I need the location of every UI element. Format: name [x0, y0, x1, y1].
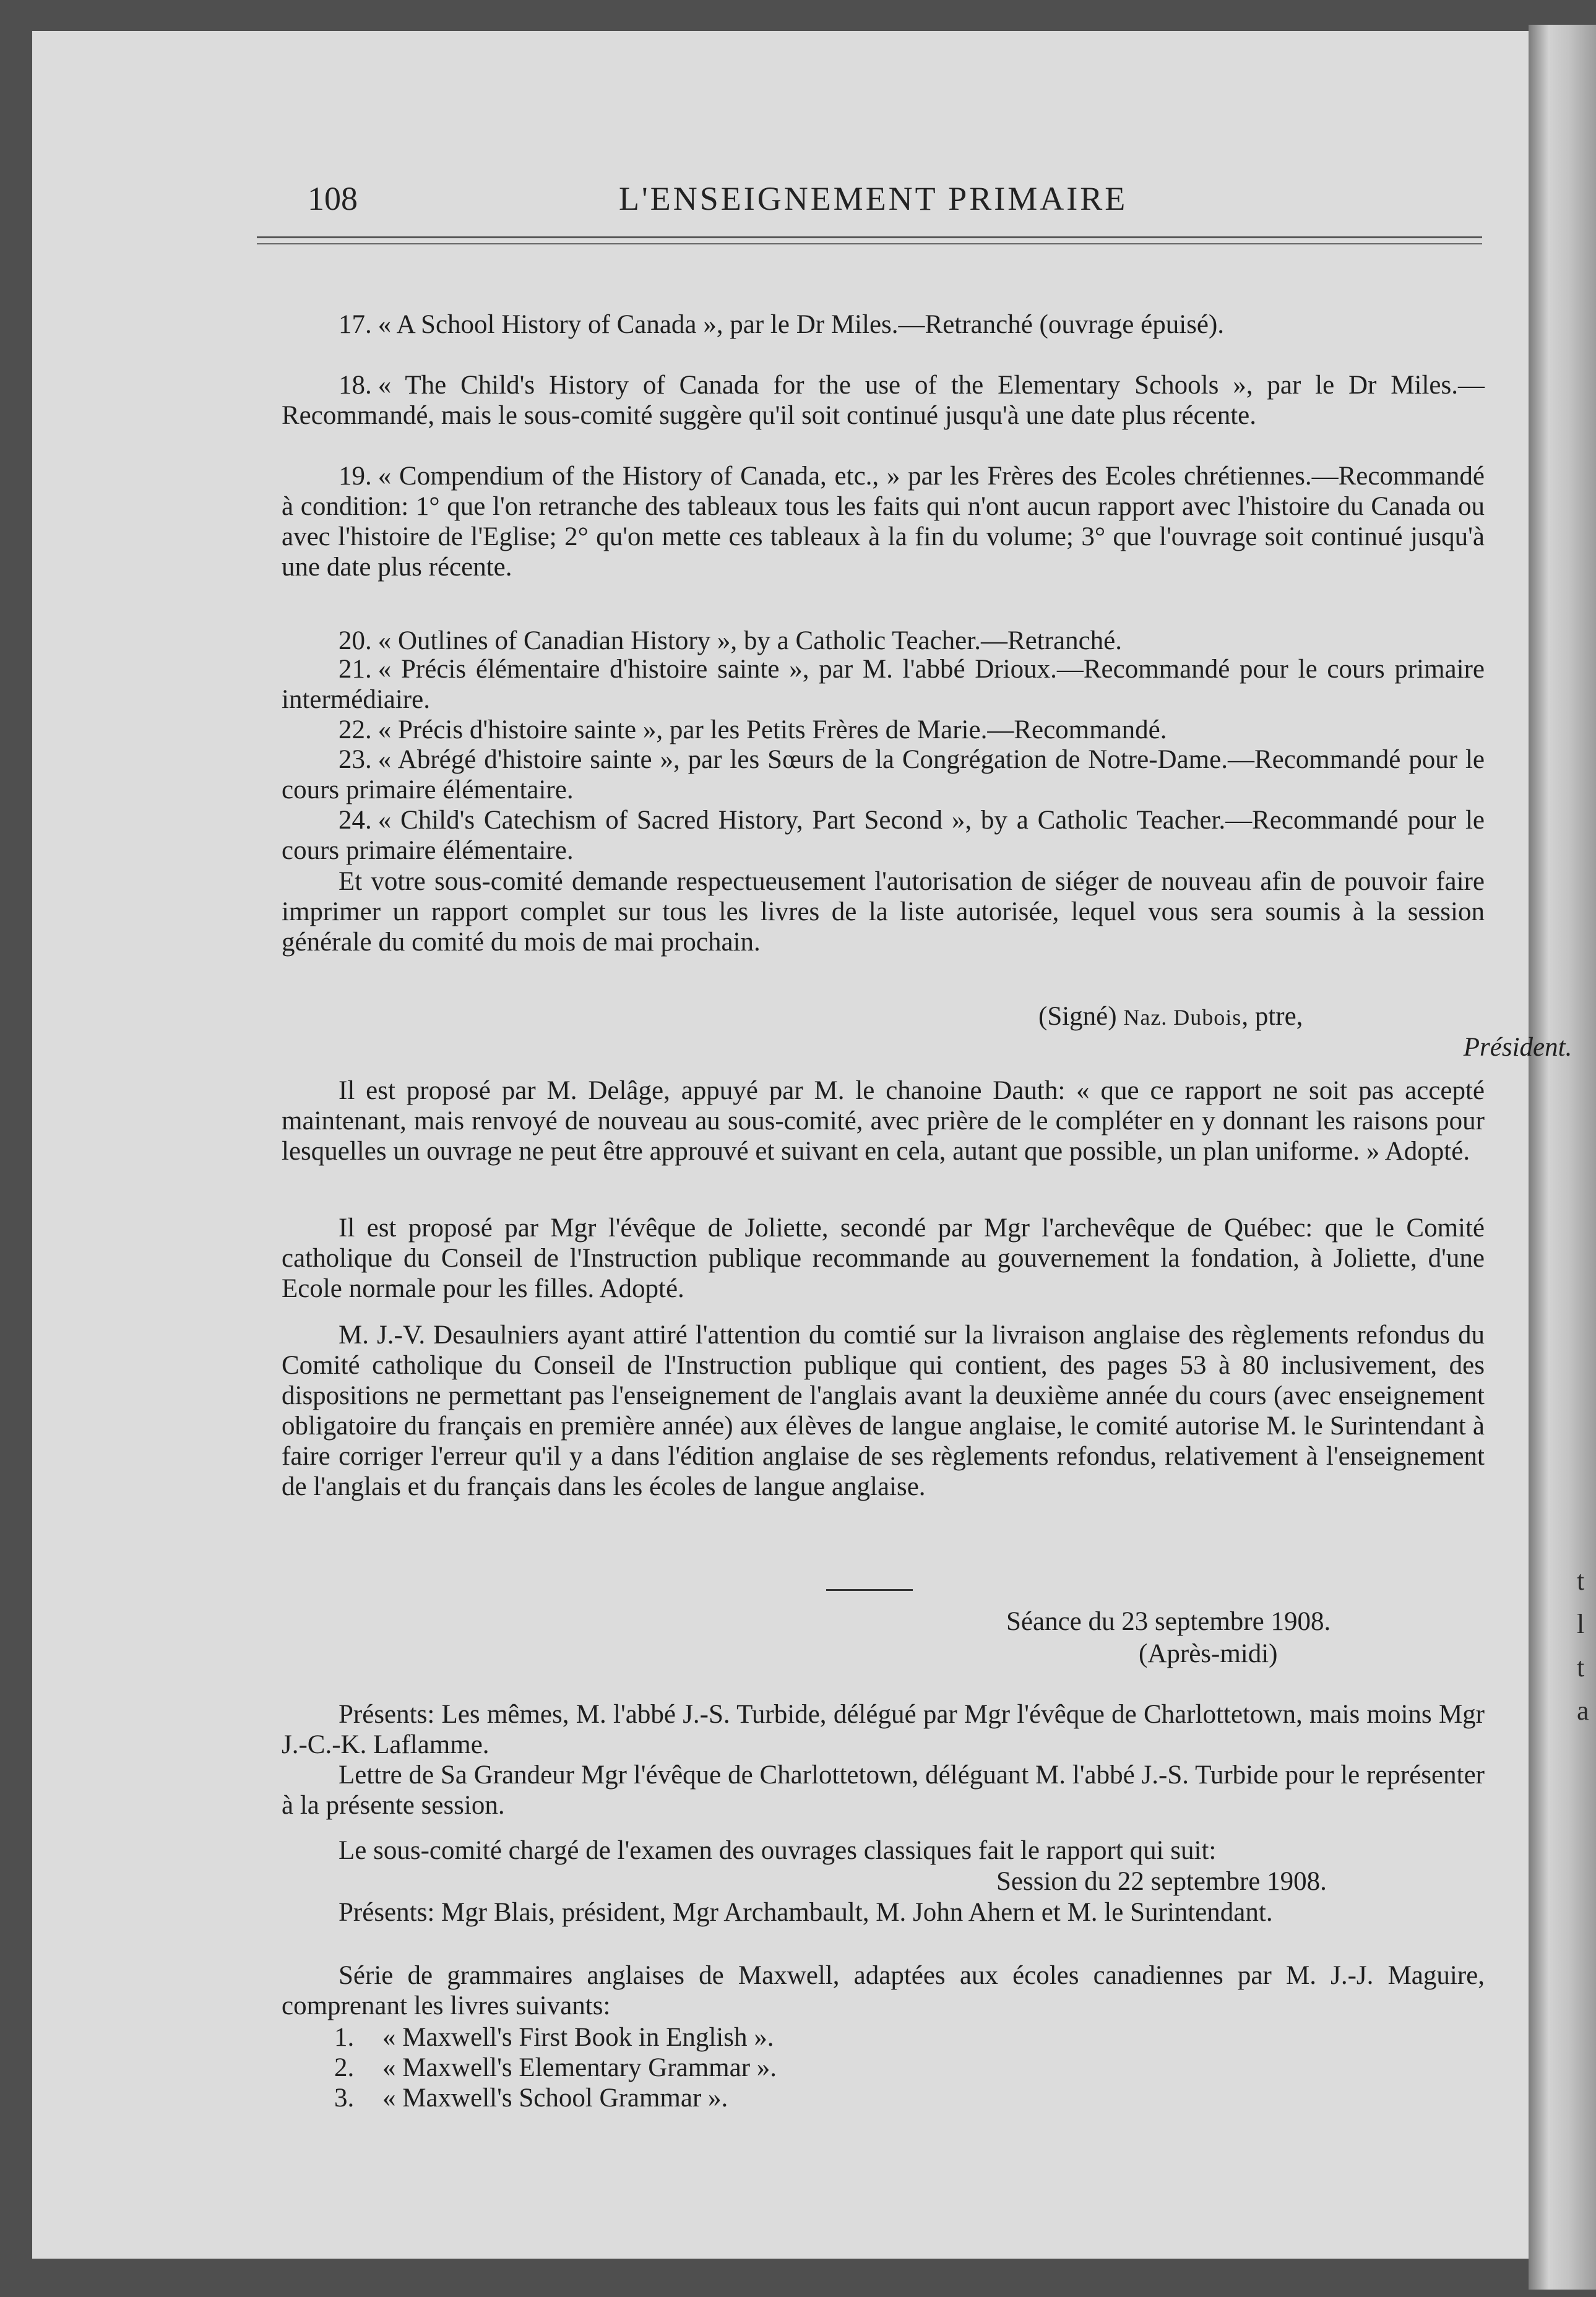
fragment: t: [1577, 1652, 1585, 1683]
item-text: « Précis d'histoire sainte », par les Petits Frères de Marie.—Recommandé.: [377, 715, 1167, 744]
item-number: 17.: [339, 310, 372, 339]
section-divider: [826, 1589, 913, 1591]
item-text: « Maxwell's School Grammar ».: [382, 2084, 728, 2113]
paragraph-sous-comite: Le sous-comité chargé de l'examen des ouvrages classiques fait le rapport qui suit:: [339, 1836, 1217, 1865]
list-item: [334, 2053, 777, 2083]
fragment: l: [1577, 1609, 1585, 1639]
item-text: « Maxwell's First Book in English ».: [382, 2023, 774, 2052]
list-item: [282, 309, 1485, 340]
item-text: « Compendium of the History of Canada, etc., » par les Frères des Ecoles chrétiennes.—Recommandé à condition: 1° que l'on retranche des tableaux tous les faits qui n'ont aucun rapport avec l'histoire du Canada ou avec l'histoire de l'Eglise; 2° qu'on mette ces tableaux à la fin du volume; 3° que l'ouvrage soit continué jusqu'à une date plus récente.: [282, 462, 1485, 582]
item-number: 2.: [334, 2053, 355, 2082]
seance-time: (Après-midi): [1139, 1639, 1278, 1668]
item-text: « Abrégé d'histoire sainte », par les Sœurs de la Congrégation de Notre-Dame.—Recommandé pour le cours primaire élémentaire.: [282, 745, 1485, 804]
item-number: 23.: [339, 745, 372, 774]
list-item: [334, 2022, 777, 2053]
item-number: 24.: [339, 806, 372, 835]
maxwell-list: [334, 2022, 777, 2113]
list-item: [282, 370, 1485, 431]
list-item: [282, 626, 1485, 656]
item-number: 20.: [339, 626, 372, 655]
item-text: « Outlines of Canadian History », by a Catholic Teacher.—Retranché.: [377, 626, 1123, 655]
paragraph-joliette: Il est proposé par Mgr l'évêque de Joliette, secondé par Mgr l'archevêque de Québec: que le Comité catholique du Conseil de l'Instruction publique recommande au gouvernement la fondation, à Joliette, d'une Ecole normale pour les filles. Adopté.: [282, 1213, 1485, 1303]
signatory-name: Naz. Dubois: [1123, 1005, 1242, 1030]
item-text: « A School History of Canada », par le Dr Miles.—Retranché (ouvrage épuisé).: [377, 310, 1225, 339]
list-item: [282, 744, 1485, 805]
paragraph-presents: Présents: Les mêmes, M. l'abbé J.-S. Turbide, délégué par Mgr l'évêque de Charlottetown, mais moins Mgr J.-C.-K. Laflamme.: [282, 1700, 1485, 1759]
signatory-suffix: , ptre,: [1241, 1002, 1303, 1031]
paragraph-delage: Il est proposé par M. Delâge, appuyé par M. le chanoine Dauth: « que ce rapport ne soit pas accepté maintenant, mais renvoyé de nouveau au sous-comité, avec prière de le compléter en y donnant les raisons pour lesquelles un ouvrage ne peut être approuvé et suivant en cela, autant que possible, un plan uniforme. » Adopté.: [282, 1076, 1485, 1166]
item-number: 21.: [339, 655, 372, 684]
signature: [1038, 1001, 1303, 1033]
seance-date: Séance du 23 septembre 1908.: [1006, 1607, 1331, 1636]
item-number: 3.: [334, 2084, 355, 2113]
fragment: a: [1577, 1696, 1589, 1726]
paragraph-serie: Série de grammaires anglaises de Maxwell, adaptées aux écoles canadiennes par M. J.-J. Maguire, comprenant les livres suivants:: [282, 1961, 1485, 2020]
paragraph-desaulniers: M. J.-V. Desaulniers ayant attiré l'attention du comtié sur la livraison anglaise des règlements refondus du Comité catholique du Conseil de l'Instruction publique qui contient, des pages 53 à 80 inclusivement, des dispositions ne permettant pas l'enseignement de l'anglais avant la deuxième année du cours (avec enseignement obligatoire du français en première année) aux élèves de langue anglaise, le comité autorise M. le Surintendant à faire corriger l'erreur qu'il y a dans l'édition anglaise de ses règlements refondus, relativement à l'enseignement de l'anglais et du français dans les écoles de langue anglaise.: [282, 1321, 1485, 1501]
item-text: « Child's Catechism of Sacred History, Part Second », by a Catholic Teacher.—Recommandé pour le cours primaire élémentaire.: [282, 806, 1485, 865]
item-number: 18.: [339, 371, 372, 400]
book-spine: [1529, 25, 1596, 2290]
paragraph-lettre: Lettre de Sa Grandeur Mgr l'évêque de Charlottetown, déléguant M. l'abbé J.-S. Turbide pour le représenter à la présente session.: [282, 1760, 1485, 1820]
list-item: [334, 2083, 777, 2113]
list-item: [282, 654, 1485, 715]
item-text: « The Child's History of Canada for the use of the Elementary Schools », par le Dr Miles.—Recommandé, mais le sous-comité suggère qu'il soit continué jusqu'à une date plus récente.: [282, 371, 1485, 430]
item-number: 19.: [339, 462, 372, 491]
list-item: [282, 461, 1485, 582]
item-text: « Maxwell's Elementary Grammar ».: [382, 2053, 777, 2082]
signed-label: (Signé): [1038, 1002, 1117, 1031]
closing-paragraph: Et votre sous-comité demande respectueusement l'autorisation de siéger de nouveau afin de pouvoir faire imprimer un rapport complet sur tous les livres de la liste autorisée, lequel vous sera soumis à la session générale du comité du mois de mai prochain.: [282, 867, 1485, 957]
list-item: [282, 805, 1485, 866]
page-number: 108: [308, 180, 358, 217]
running-head: L'ENSEIGNEMENT PRIMAIRE: [619, 180, 1128, 217]
item-text: « Précis élémentaire d'histoire sainte », par M. l'abbé Drioux.—Recommandé pour le cours primaire intermédiaire.: [282, 655, 1485, 714]
item-number: 22.: [339, 715, 372, 744]
header-rule: [257, 236, 1482, 244]
paragraph-presents-session: Présents: Mgr Blais, président, Mgr Archambault, M. John Ahern et M. le Surintendant.: [339, 1898, 1273, 1927]
session-date: Session du 22 septembre 1908.: [996, 1867, 1327, 1896]
adjacent-page-fragments: [1577, 1559, 1596, 1733]
item-number: 1.: [334, 2023, 355, 2052]
fragment: t: [1577, 1566, 1585, 1596]
list-item: [282, 715, 1485, 745]
signatory-title: Président.: [1463, 1033, 1572, 1062]
